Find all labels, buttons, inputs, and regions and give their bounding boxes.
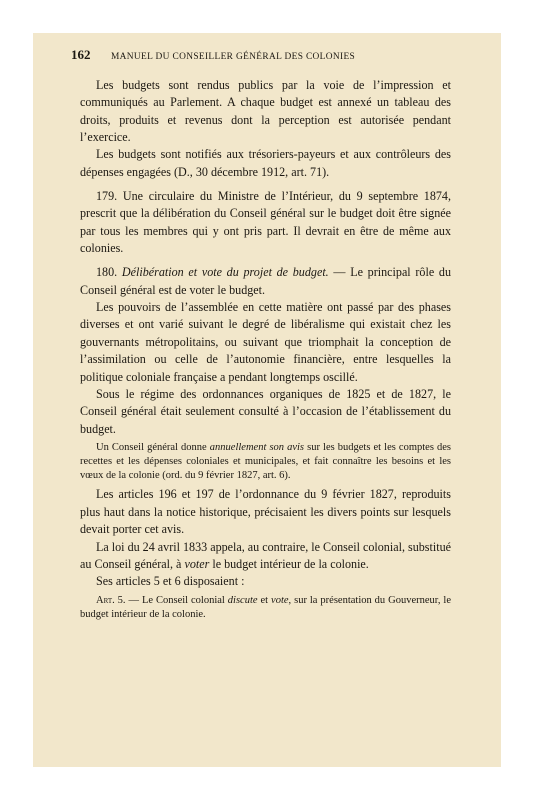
italic-text: annuellement son avis	[209, 441, 305, 453]
text-run: le budget intérieur de la colonie.	[209, 556, 369, 571]
italic-text: vote	[271, 594, 289, 606]
text-run: Ses articles 5 et 6 disposaient :	[96, 574, 245, 589]
text-run: Les articles 196 et 197 de l’ordonnance du 9 février 1827, reproduits plus haut dans la notice historique, précisaient les divers points sur lesquels devait porter cet avis.	[80, 487, 451, 537]
paragraph	[80, 146, 451, 181]
text-run: sur les budgets et les comptes des recettes et les dépenses coloniales et municipales, et fait connaître les besoins et les vœux de la colonie (ord. du 9 février 1827, art. 6).	[80, 441, 451, 482]
paragraph	[80, 486, 451, 538]
text-run: 179. Une circulaire du Ministre de l’Intérieur, du 9 septembre 1874, prescrit que la délibération du Conseil général sur le budget doit être signée par tous les membres qui y ont pris part. Il devrait en être de même aux colonies.	[80, 189, 451, 256]
text-run: — Le principal rôle du Conseil général est de voter le budget.	[80, 265, 451, 297]
page-header	[71, 47, 461, 63]
text-run: La loi du 24 avril 1833 appela, au contraire, le Conseil colonial, substitué au Conseil général, à	[80, 539, 451, 571]
italic-text: voter	[184, 556, 210, 571]
text-run: 180.	[96, 265, 122, 280]
paragraph	[80, 264, 451, 299]
body-text	[80, 77, 451, 625]
italic-text: Délibération et vote du projet de budget.	[121, 265, 329, 280]
paragraph	[80, 573, 451, 590]
text-run: Les budgets sont rendus publics par la voie de l’impression et communiqués au Parlement. A chaque budget est annexé un tableau des droits, produits et revenus dont la perception est autorisée pendant l’exercice.	[80, 78, 451, 145]
paragraph	[80, 299, 451, 386]
page-number: 162	[71, 47, 91, 62]
running-title: MANUEL DU CONSEILLER GÉNÉRAL DES COLONIES	[111, 52, 356, 62]
quoted-paragraph	[80, 594, 451, 622]
text-run: — Le Conseil colonial	[125, 594, 228, 606]
quoted-paragraph	[80, 441, 451, 484]
paragraph	[80, 539, 451, 574]
article-label: Art. 5.	[96, 594, 126, 606]
text-run: Un Conseil général donne	[96, 441, 210, 453]
paragraph	[80, 386, 451, 438]
paragraph	[80, 188, 451, 257]
text-run: Les pouvoirs de l’assemblée en cette matière ont passé par des phases diverses et ont varié suivant le degré de libéralisme qui existait chez les gouvernants métropolitains, ou suivant que triomphait la conception de l’assimilation ou celle de l’autonomie financière, entre lesquelles la politique coloniale française a pendant longtemps oscillé.	[80, 300, 451, 384]
text-run: Les budgets sont notifiés aux trésoriers-payeurs et aux contrôleurs des dépenses engagées (D., 30 décembre 1912, art. 71).	[80, 147, 451, 179]
italic-text: discute	[227, 594, 258, 606]
text-run: , sur la présentation du Gouverneur, le budget intérieur de la colonie.	[80, 594, 452, 620]
paragraph	[80, 77, 451, 146]
text-run: Sous le régime des ordonnances organiques de 1825 et de 1827, le Conseil général était seulement consulté à l’occasion de l’établissement du budget.	[80, 386, 451, 436]
text-run: et	[257, 594, 272, 606]
